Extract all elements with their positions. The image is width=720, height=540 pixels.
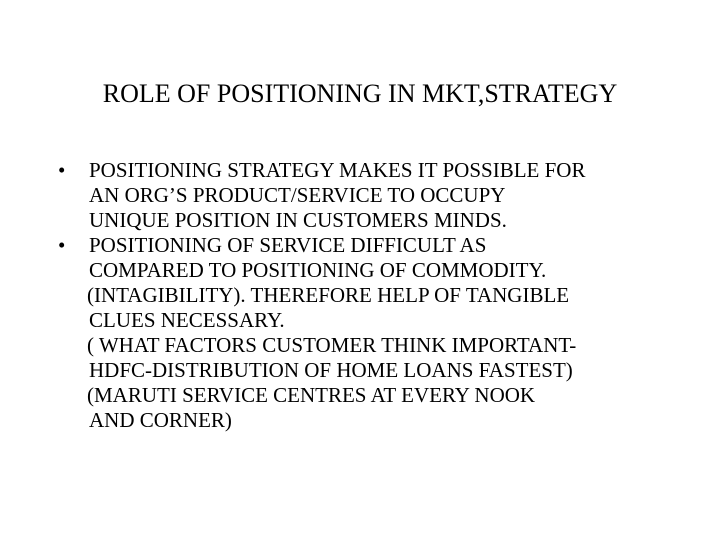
continuation-line: (INTAGIBILITY). THEREFORE HELP OF TANGIBLE — [87, 283, 570, 307]
slide-title: ROLE OF POSITIONING IN MKT,STRATEGY — [102, 79, 618, 108]
bullet-line: AN ORG’S PRODUCT/SERVICE TO OCCUPY — [89, 183, 506, 207]
continuation-line: (MARUTI SERVICE CENTRES AT EVERY NOOK — [87, 383, 536, 407]
bullet-line: UNIQUE POSITION IN CUSTOMERS MINDS. — [89, 208, 507, 232]
bullet-item — [58, 233, 698, 283]
continuation-line: AND CORNER) — [89, 408, 232, 432]
continuation-line: CLUES NECESSARY. — [89, 308, 285, 332]
continuation-line: ( WHAT FACTORS CUSTOMER THINK IMPORTANT- — [87, 333, 577, 357]
bullet-item — [58, 158, 698, 233]
bullet-line: POSITIONING STRATEGY MAKES IT POSSIBLE FOR — [89, 158, 586, 182]
continuation-line: HDFC-DISTRIBUTION OF HOME LOANS FASTEST) — [89, 358, 573, 382]
slide-body — [58, 158, 698, 433]
bullet-icon: • — [58, 158, 66, 182]
bullet-line: POSITIONING OF SERVICE DIFFICULT AS — [89, 233, 487, 257]
bullet-line: COMPARED TO POSITIONING OF COMMODITY. — [89, 258, 547, 282]
bullet-icon: • — [58, 233, 66, 257]
